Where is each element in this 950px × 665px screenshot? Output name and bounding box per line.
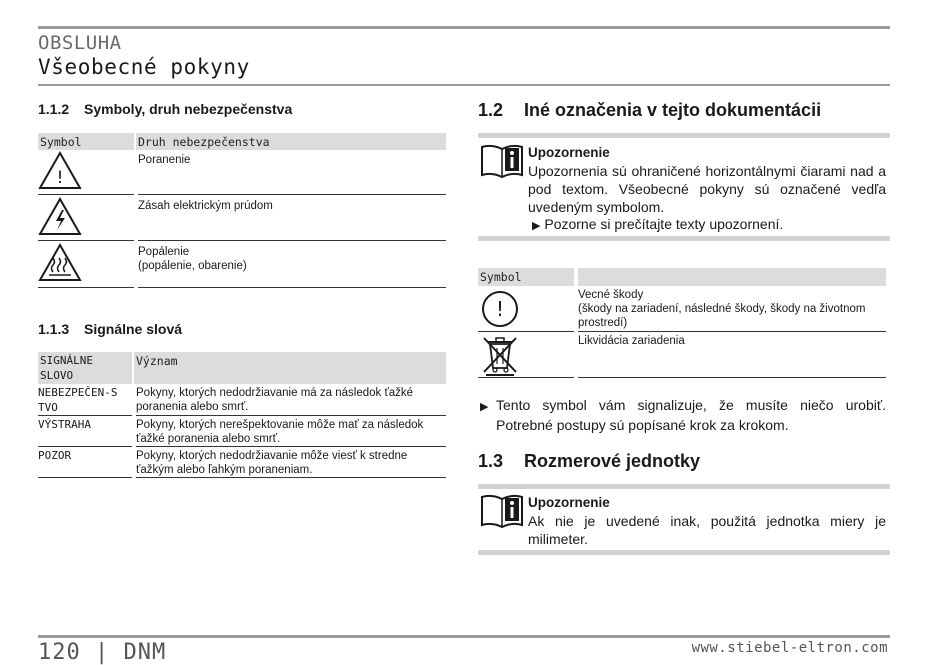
svg-text:!: ! <box>56 168 64 188</box>
signal-table-header-meaning: Význam <box>134 352 446 384</box>
electric-shock-icon <box>38 196 82 242</box>
row-rule <box>38 287 134 288</box>
heading-1-3: 1.3 Rozmerové jednotky <box>478 451 701 471</box>
crossed-bin-icon <box>480 334 520 380</box>
section-label: OBSLUHA <box>38 32 122 54</box>
notice-top-bar <box>478 133 890 138</box>
header-rule <box>38 84 890 86</box>
warning-exclamation-icon <box>38 150 82 196</box>
row-rule <box>138 287 446 288</box>
danger-electric: Zásah elektrickým prúdom <box>138 200 273 212</box>
footer-rule <box>38 635 890 638</box>
heading-1-2: 1.2 Iné označenia v tejto dokumentácii <box>478 100 822 120</box>
signal-table-header-word: SIGNÁLNE SLOVO <box>38 352 132 384</box>
info-book-icon <box>480 143 524 183</box>
symbol-table2-header-symbol: Symbol <box>478 268 574 286</box>
row-rule <box>38 446 132 447</box>
info-book-icon <box>480 493 524 533</box>
hot-surface-icon <box>38 242 82 288</box>
row-rule <box>38 415 132 416</box>
triangle-right-icon: ▶ <box>532 220 541 232</box>
notice-text: Upozornenia sú ohraničené horizontálnymi čiarami nad a pod textom. Všeobecné pokyny sú označené vedľa uvedeným symbolom. <box>528 163 886 215</box>
row-rule <box>136 446 446 447</box>
signal-word-caution: POZOR <box>38 449 72 462</box>
row-rule <box>136 477 446 478</box>
signal-word-warning: VÝSTRAHA <box>38 418 91 431</box>
top-rule <box>38 26 890 29</box>
notice-title: Upozornenie <box>528 495 610 510</box>
signal-meaning-danger: Pokyny, ktorých nedodržiavanie má za následok ťažké poranenia alebo smrť. <box>136 387 414 413</box>
notice-bottom-bar <box>478 236 890 241</box>
row-rule <box>478 331 574 332</box>
notice-action: ▶ Pozorne si prečítajte texty upozornení. <box>532 216 784 232</box>
signal-word-danger: NEBEZPEČEN-STVO <box>38 386 118 414</box>
action-symbol-note: ▶ Tento symbol vám signalizuje, že musíte niečo urobiť. Potrebné postupy sú popísané krok za krokom. <box>480 397 886 433</box>
triangle-right-icon: ▶ <box>480 401 489 413</box>
signal-meaning-caution: Pokyny, ktorých nedodržiavanie môže viesť k stredne ťažkým alebo ľahkým poraneniam. <box>136 450 408 476</box>
symbol-table-header-danger: Druh nebezpečenstva <box>136 133 446 150</box>
symbol-table-header-symbol: Symbol <box>38 133 134 150</box>
notice-top-bar <box>478 484 890 489</box>
row-rule <box>138 240 446 241</box>
row-rule <box>478 377 574 378</box>
row-rule <box>38 477 132 478</box>
notice-title: Upozornenie <box>528 145 610 160</box>
heading-1-1-2: 1.1.2 Symboly, druh nebezpečenstva <box>38 101 293 117</box>
row-rule <box>136 415 446 416</box>
danger-injury: Poranenie <box>138 154 191 166</box>
svg-text:!: ! <box>495 297 505 321</box>
footer-url[interactable]: www.stiebel-eltron.com <box>691 640 888 656</box>
signal-meaning-warning: Pokyny, ktorých nerešpektovanie môže mať za následok ťažké poranenia alebo smrť. <box>136 419 424 445</box>
row-rule <box>138 194 446 195</box>
symbol-material-damage: Vecné škody (škody na zariadení, následné škody, škody na životnom prostredí) <box>578 289 866 329</box>
notice-bottom-bar <box>478 550 890 555</box>
symbol-disposal: Likvidácia zariadenia <box>578 335 685 347</box>
heading-1-1-3: 1.1.3 Signálne slová <box>38 321 183 337</box>
page-number: 120 | DNM <box>38 640 167 665</box>
row-rule <box>38 194 134 195</box>
notice-text: Ak nie je uvedené inak, použitá jednotka miery je milimeter. <box>528 513 886 547</box>
row-rule <box>578 331 886 332</box>
row-rule <box>578 377 886 378</box>
row-rule <box>38 240 134 241</box>
danger-burn: Popálenie (popálenie, obarenie) <box>138 246 247 272</box>
page-title: Všeobecné pokyny <box>38 55 250 79</box>
material-damage-icon <box>480 289 520 333</box>
symbol-table2-header-empty <box>578 268 886 286</box>
